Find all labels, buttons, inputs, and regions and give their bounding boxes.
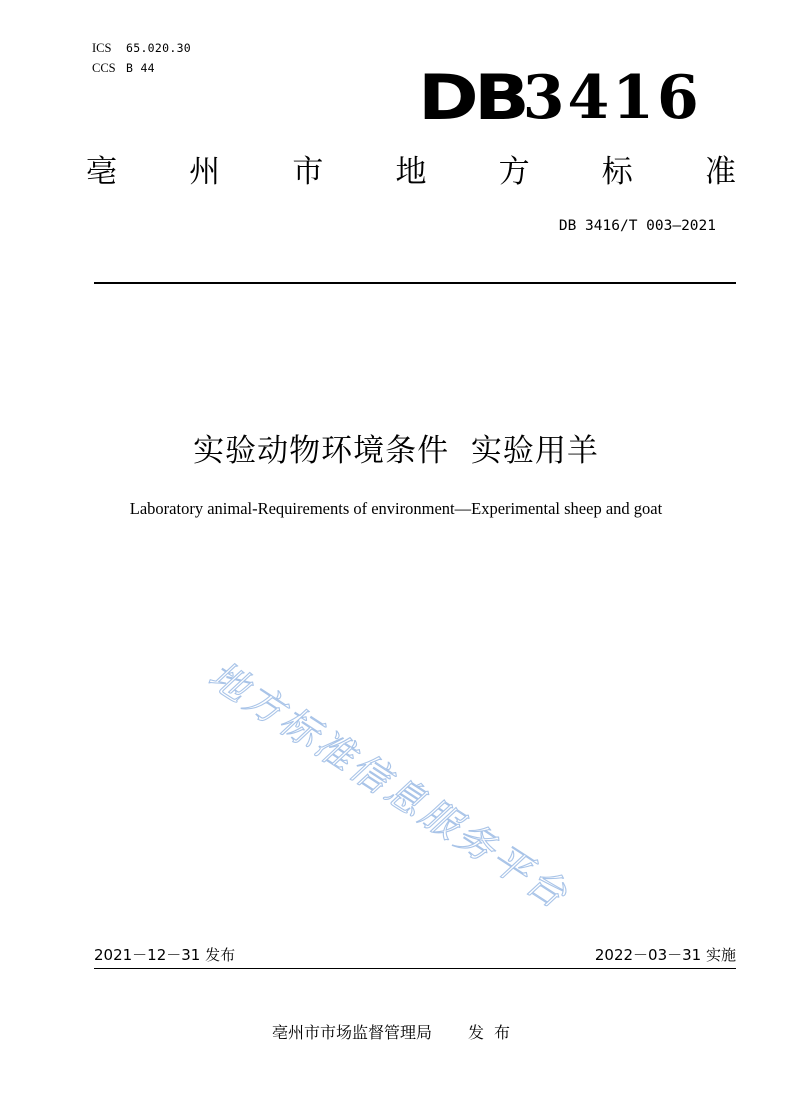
issuer-title-char: 亳 [86,154,117,190]
issue-date: 2021－12－31 发布 [94,946,236,964]
issuer-title-char: 标 [601,154,633,190]
ccs-value: B 44 [126,61,155,75]
footer-divider [94,968,736,969]
issuer-title-char: 市 [292,154,324,190]
issuer-title-char: 地 [395,154,427,190]
standard-number: DB 3416/T 003—2021 [558,218,716,234]
standard-mark-prefix: DB [418,61,526,134]
ics-value: 65.020.30 [126,41,192,55]
ccs-label: CCS [92,61,116,75]
issuer-title-char: 州 [189,154,221,190]
publisher-line [0,1022,792,1044]
ics-label: ICS [92,41,112,55]
publisher-organization: 亳州市市场监督管理局 [271,1023,432,1042]
watermark-text: 地方标准信息服务平台 [201,652,578,919]
standard-mark [418,61,702,134]
document-title-english: Laboratory animal-Requirements of environment—Experimental sheep and goat [129,499,663,518]
document-title-chinese: 实验动物环境条件 实验用羊 [193,433,599,469]
effective-date: 2022－03－31 实施 [594,946,736,964]
issuer-title-char: 准 [704,154,736,190]
publisher-action: 发布 [468,1023,521,1042]
header-divider [94,282,736,284]
issuer-title-char: 方 [498,154,530,190]
standard-mark-code: 3416 [522,63,702,133]
issuer-title [86,152,736,192]
watermark [200,650,660,950]
classification-codes [92,38,191,78]
